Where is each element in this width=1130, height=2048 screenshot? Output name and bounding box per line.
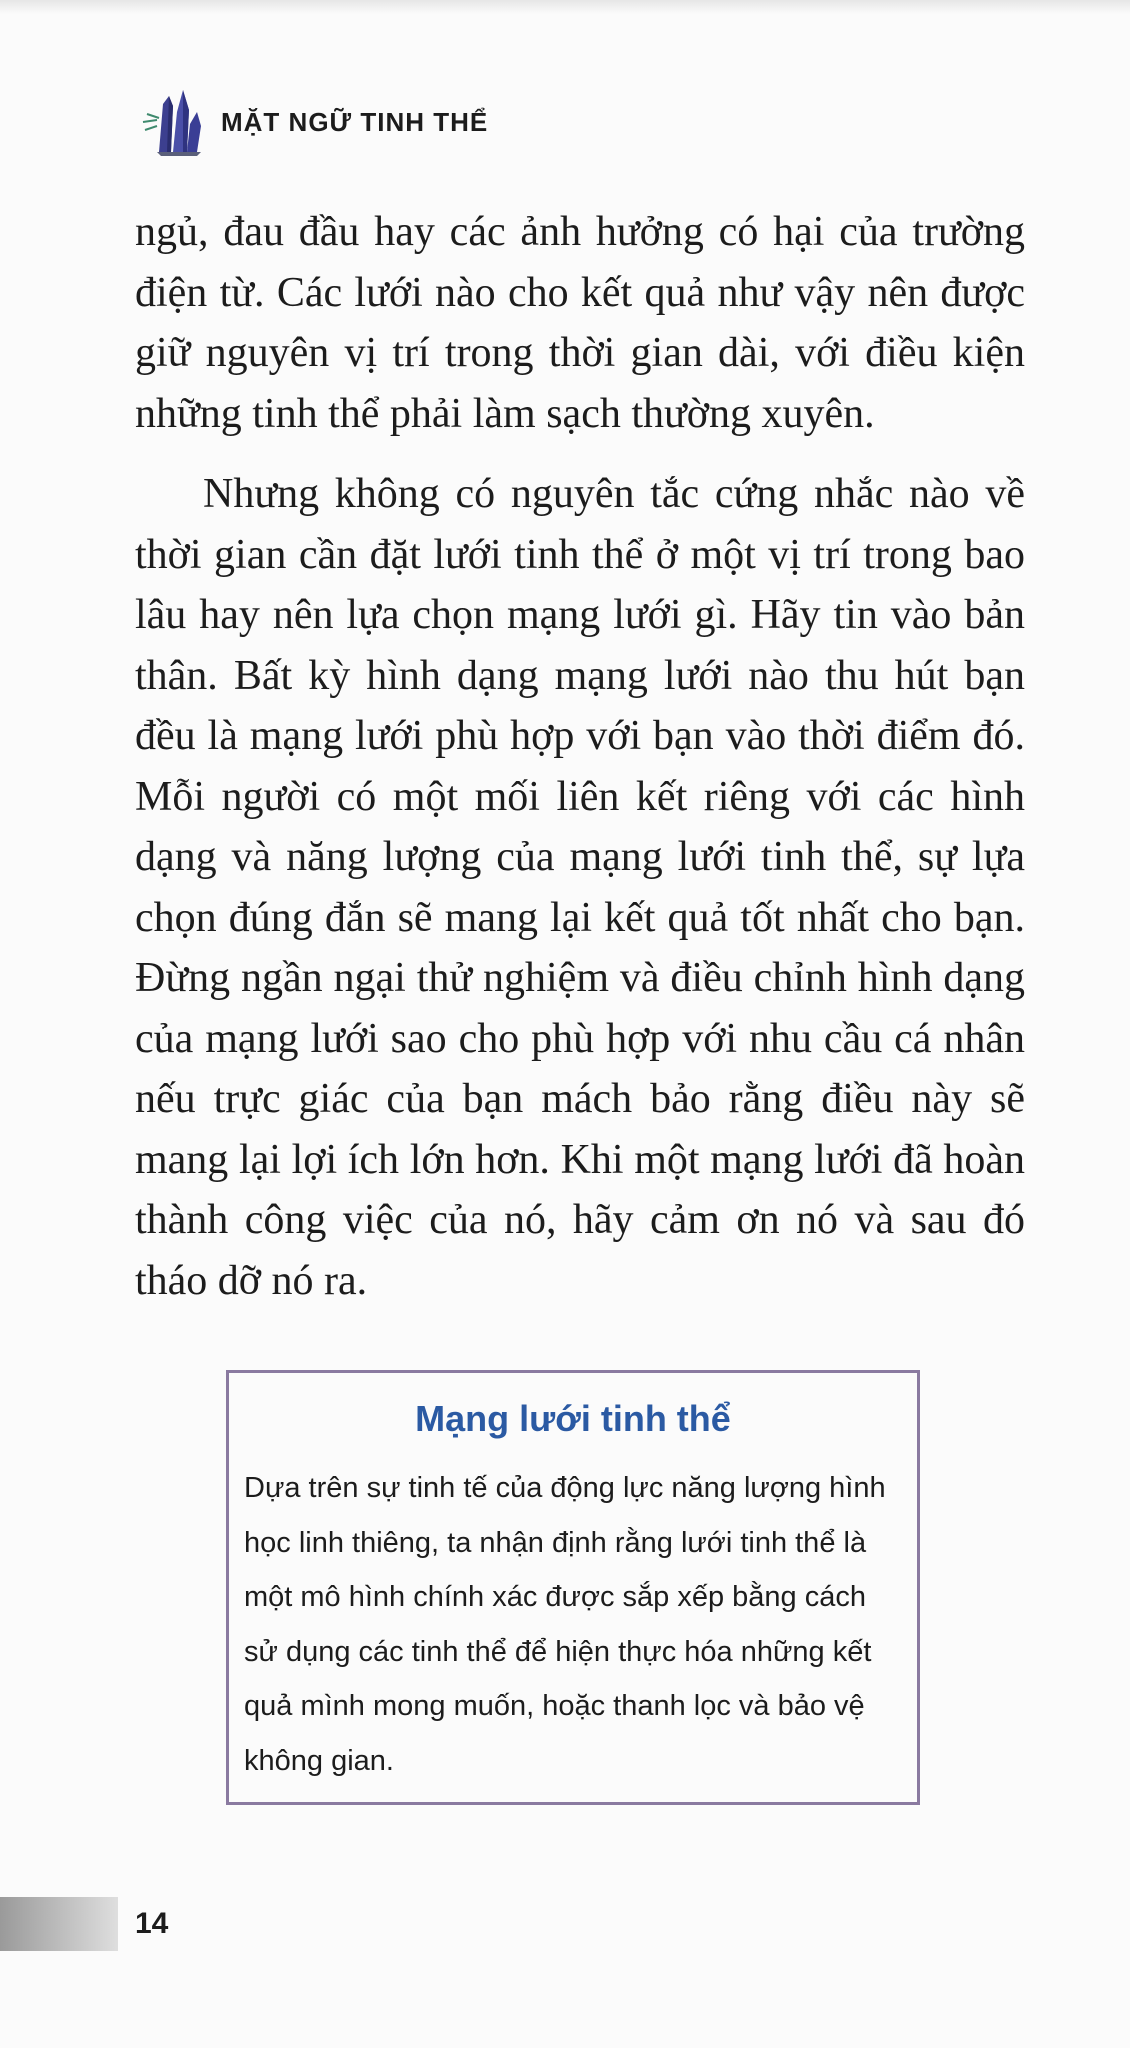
definition-box-title: Mạng lưới tinh thể (415, 1398, 731, 1439)
body-text (135, 202, 1025, 1311)
definition-box (226, 1370, 920, 1805)
running-header-title: MẶT NGỮ TINH THỂ (221, 106, 489, 137)
definition-box-text: Dựa trên sự tinh tế của động lực năng lượng hình học linh thiêng, ta nhận định rằng lưới tinh thể là một mô hình chính xác được sắp xếp bằng cách sử dụng các tinh thể để hiện thực hóa những kết quả mình mong muốn, hoặc thanh lọc và bảo vệ không gian. (244, 1472, 886, 1777)
page-top-edge (0, 0, 1130, 14)
crystal-cluster-icon (135, 82, 207, 162)
paragraph-continued: ngủ, đau đầu hay các ảnh hưởng có hại của trường điện từ. Các lưới nào cho kết quả như vậy nên được giữ nguyên vị trí trong thời gian dài, với điều kiện những tinh thể phải làm sạch thường xuyên. (135, 209, 1025, 437)
page-number: 14 (135, 1907, 169, 1940)
running-header (135, 82, 488, 162)
page-number-tab (0, 1897, 118, 1951)
paragraph-main: Nhưng không có nguyên tắc cứng nhắc nào về thời gian cần đặt lưới tinh thể ở một vị trí trong bao lâu hay nên lựa chọn mạng lưới gì. Hãy tin vào bản thân. Bất kỳ hình dạng mạng lưới nào thu hút bạn đều là mạng lưới phù hợp với bạn vào thời điểm đó. Mỗi người có một mối liên kết riêng với các hình dạng và năng lượng của mạng lưới tinh thể, sự lựa chọn đúng đắn sẽ mang lại kết quả tốt nhất cho bạn. Đừng ngần ngại thử nghiệm và điều chỉnh hình dạng của mạng lưới sao cho phù hợp với nhu cầu cá nhân nếu trực giác của bạn mách bảo rằng điều này sẽ mang lại lợi ích lớn hơn. Khi một mạng lưới đã hoàn thành công việc của nó, hãy cảm ơn nó và sau đó tháo dỡ nó ra. (135, 471, 1025, 1304)
